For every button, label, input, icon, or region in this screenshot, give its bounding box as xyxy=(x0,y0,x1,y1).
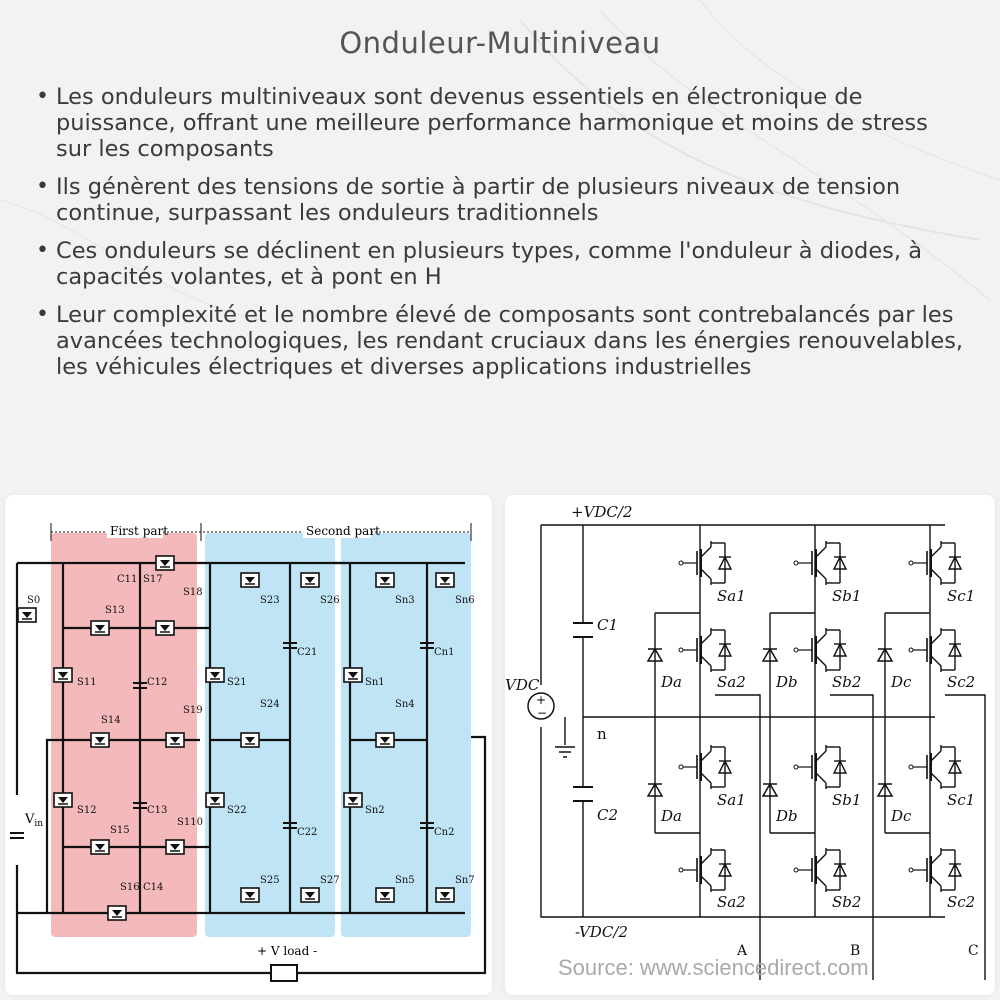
bullet-list xyxy=(30,84,970,392)
label-s17: S17 xyxy=(143,574,163,585)
bullet-dot-icon: • xyxy=(36,174,49,199)
sc1-label: Sc1 xyxy=(947,587,976,605)
sb2-lower-label: Sb2 xyxy=(832,893,862,911)
label-c14: C14 xyxy=(143,882,164,893)
sc1-lower-label: Sc1 xyxy=(947,791,976,809)
bullet-item xyxy=(30,238,970,290)
npc-inverter-diagram xyxy=(505,495,995,995)
sc2-label: Sc2 xyxy=(947,673,976,691)
svg-text:−: − xyxy=(537,706,548,720)
label-s25: S25 xyxy=(260,875,280,886)
bullet-item xyxy=(30,302,970,380)
sb1-lower-label: Sb1 xyxy=(832,791,862,809)
label-c12: C12 xyxy=(147,677,168,688)
label-sn5: Sn5 xyxy=(395,875,415,886)
da-label: Da xyxy=(661,673,682,691)
label-s16: S16 xyxy=(120,882,140,893)
label-sn7: Sn7 xyxy=(455,875,475,886)
sa1-label: Sa1 xyxy=(717,587,746,605)
bullet-dot-icon: • xyxy=(36,302,49,327)
label-cn1: Cn1 xyxy=(434,647,455,658)
label-s13: S13 xyxy=(105,605,125,616)
npc-inverter-svg xyxy=(505,495,995,995)
label-sn6: Sn6 xyxy=(455,595,475,606)
phase-a-label: A xyxy=(737,943,748,959)
label-s15: S15 xyxy=(110,825,130,836)
svg-text:+: + xyxy=(536,693,547,707)
label-sn2: Sn2 xyxy=(365,805,385,816)
vdc-label: VDC xyxy=(505,676,540,694)
cascaded-inverter-diagram xyxy=(5,495,492,995)
bullet-text: Ils génèrent des tensions de sortie à partir de plusieurs niveaux de tension continue, surpassant les onduleurs traditionnels xyxy=(56,174,901,226)
bullet-dot-icon: • xyxy=(36,238,49,263)
c2-label: C2 xyxy=(597,806,619,824)
sc2-lower-label: Sc2 xyxy=(947,893,976,911)
vload-label: + V load - xyxy=(257,944,318,958)
label-c13: C13 xyxy=(147,805,168,816)
sb2-label: Sb2 xyxy=(832,673,862,691)
phase-c-label: C xyxy=(968,943,979,959)
first-part-label: First part xyxy=(110,524,169,538)
cascaded-inverter-svg xyxy=(5,495,492,995)
phase-b-label: B xyxy=(850,943,861,959)
label-s18: S18 xyxy=(183,587,203,598)
label-s14: S14 xyxy=(101,715,121,726)
label-s110: S110 xyxy=(177,817,203,828)
db-label: Db xyxy=(776,673,798,691)
neutral-label: n xyxy=(597,725,607,743)
c1-label: C1 xyxy=(597,616,619,634)
label-s27: S27 xyxy=(320,875,340,886)
dc-lower-label: Dc xyxy=(891,807,912,825)
vdc-bottom-label: -VDC/2 xyxy=(575,923,628,941)
second-part-label: Second part xyxy=(306,524,380,538)
label-sn3: Sn3 xyxy=(395,595,415,606)
dc-label: Dc xyxy=(891,673,912,691)
sa2-label: Sa2 xyxy=(717,673,746,691)
label-s21: S21 xyxy=(227,677,247,688)
sa2-lower-label: Sa2 xyxy=(717,893,746,911)
page-title: Onduleur-Multiniveau xyxy=(339,26,661,60)
bullet-text: Leur complexité et le nombre élevé de composants sont contrebalancés par les avancées technologiques, les rendant cruciaux dans les énergies renouvelables, les véhicules électriques et diverses applications industrielles xyxy=(56,302,964,380)
bullet-item xyxy=(30,174,970,226)
label-s11: S11 xyxy=(77,677,97,688)
bullet-text: Ces onduleurs se déclinent en plusieurs types, comme l'onduleur à diodes, à capacités volantes, et à pont en H xyxy=(56,238,922,290)
label-s26: S26 xyxy=(320,595,340,606)
source-credit: Source: www.sciencedirect.com xyxy=(558,955,869,980)
label-s22: S22 xyxy=(227,805,247,816)
db-lower-label: Db xyxy=(776,807,798,825)
label-c11: C11 xyxy=(117,574,138,585)
da-lower-label: Da xyxy=(661,807,682,825)
label-sn1: Sn1 xyxy=(365,677,385,688)
sb1-label: Sb1 xyxy=(832,587,862,605)
label-s0: S0 xyxy=(27,595,41,606)
vin-label: $V_{in}$ xyxy=(25,812,44,829)
label-sn4: Sn4 xyxy=(395,699,415,710)
bullet-text: Les onduleurs multiniveaux sont devenus essentiels en électronique de puissance, offrant une meilleure performance harmonique et moins de stress sur les composants xyxy=(56,84,928,162)
label-s19: S19 xyxy=(183,705,203,716)
label-c21: C21 xyxy=(297,647,318,658)
bullet-dot-icon: • xyxy=(36,84,49,109)
sa1-lower-label: Sa1 xyxy=(717,791,746,809)
label-s23: S23 xyxy=(260,595,280,606)
label-c22: C22 xyxy=(297,827,318,838)
bullet-item xyxy=(30,84,970,162)
label-s12: S12 xyxy=(77,805,97,816)
label-cn2: Cn2 xyxy=(434,827,455,838)
label-s24: S24 xyxy=(260,699,280,710)
vdc-top-label: +VDC/2 xyxy=(571,503,633,521)
